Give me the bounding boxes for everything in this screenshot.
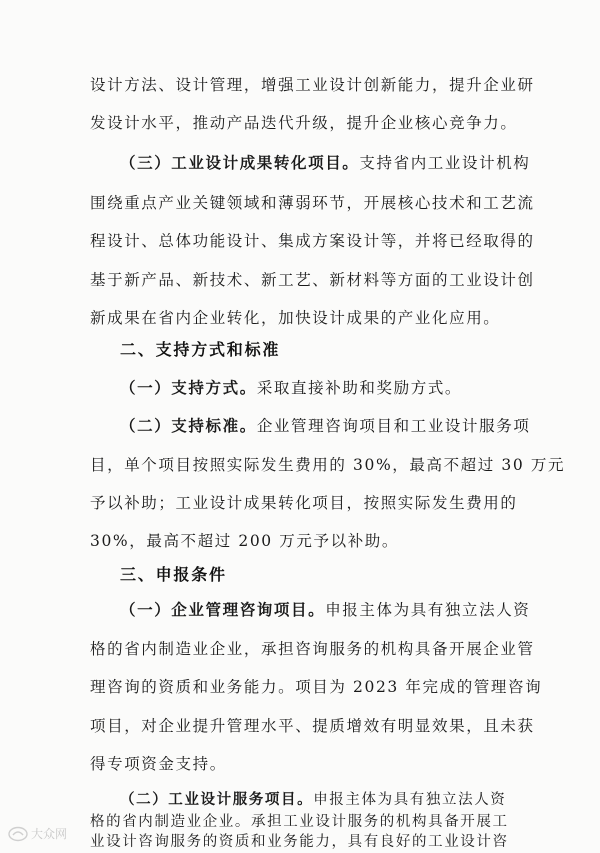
watermark [8, 825, 67, 842]
text-run: 企业管理咨询项目和工业设计服务项 [256, 417, 531, 435]
section-heading: 三、申报条件 [120, 565, 227, 584]
paragraph-first-line [120, 600, 550, 620]
subheading: （二）工业设计服务项目。 [120, 792, 314, 808]
text-line: 设计方法、设计管理，增强工业设计创新能力，提升企业研 [90, 76, 535, 94]
section-heading: 二、支持方式和标准 [120, 340, 281, 359]
text-line: 程设计、总体功能设计、集成方案设计等，并将已经取得的 [90, 232, 535, 250]
text-line: 30%，最高不超过 200 万元予以补助。 [90, 532, 399, 550]
text-line: 目，单个项目按照实际发生费用的 30%，最高不超过 30 万元 [90, 456, 566, 474]
text-line: 发设计水平，推动产品迭代升级，提升企业核心竞争力。 [90, 114, 518, 132]
subheading: （二）支持标准。 [120, 417, 257, 435]
paragraph-first-line [120, 153, 550, 173]
text-run: 申报主体为具有独立法人资 [313, 792, 507, 808]
text-line: 新成果在省内企业转化，加快设计成果的产业化应用。 [90, 309, 501, 327]
text-run: 采取直接补助和奖励方式。 [256, 379, 463, 397]
text-line: 业设计咨询服务的资质和业务能力，具有良好的工业设计咨 [90, 834, 509, 850]
paragraph-first-line [120, 416, 550, 436]
subheading: （一）企业管理咨询项目。 [120, 601, 326, 619]
subheading: （三）工业设计成果转化项目。 [120, 154, 360, 172]
watermark-logo-icon [8, 826, 28, 842]
text-line: 格的省内制造业企业。承担工业设计服务的机构具备开展工 [90, 814, 509, 830]
text-line: 得专项资金支持。 [90, 755, 227, 773]
text-run: 支持省内工业设计机构 [359, 154, 531, 172]
text-line: 项目，对企业提升管理水平、提质增效有明显效果，且未获 [90, 717, 535, 735]
text-line: 格的省内制造业企业，承担咨询服务的机构具备开展企业管 [90, 640, 535, 658]
text-run: 申报主体为具有独立法人资 [325, 601, 531, 619]
paragraph-first-line [120, 378, 550, 398]
text-line: 予以补助；工业设计成果转化项目，按照实际发生费用的 [90, 494, 518, 512]
text-line: 基于新产品、新技术、新工艺、新材料等方面的工业设计创 [90, 271, 535, 289]
watermark-text: 大众网 [31, 827, 68, 841]
subheading: （一）支持方式。 [120, 379, 257, 397]
text-line: 理咨询的资质和业务能力。项目为 2023 年完成的管理咨询 [90, 678, 543, 696]
text-line: 围绕重点产业关键领域和薄弱环节，开展核心技术和工艺流 [90, 194, 535, 212]
paragraph-first-line [120, 790, 550, 810]
